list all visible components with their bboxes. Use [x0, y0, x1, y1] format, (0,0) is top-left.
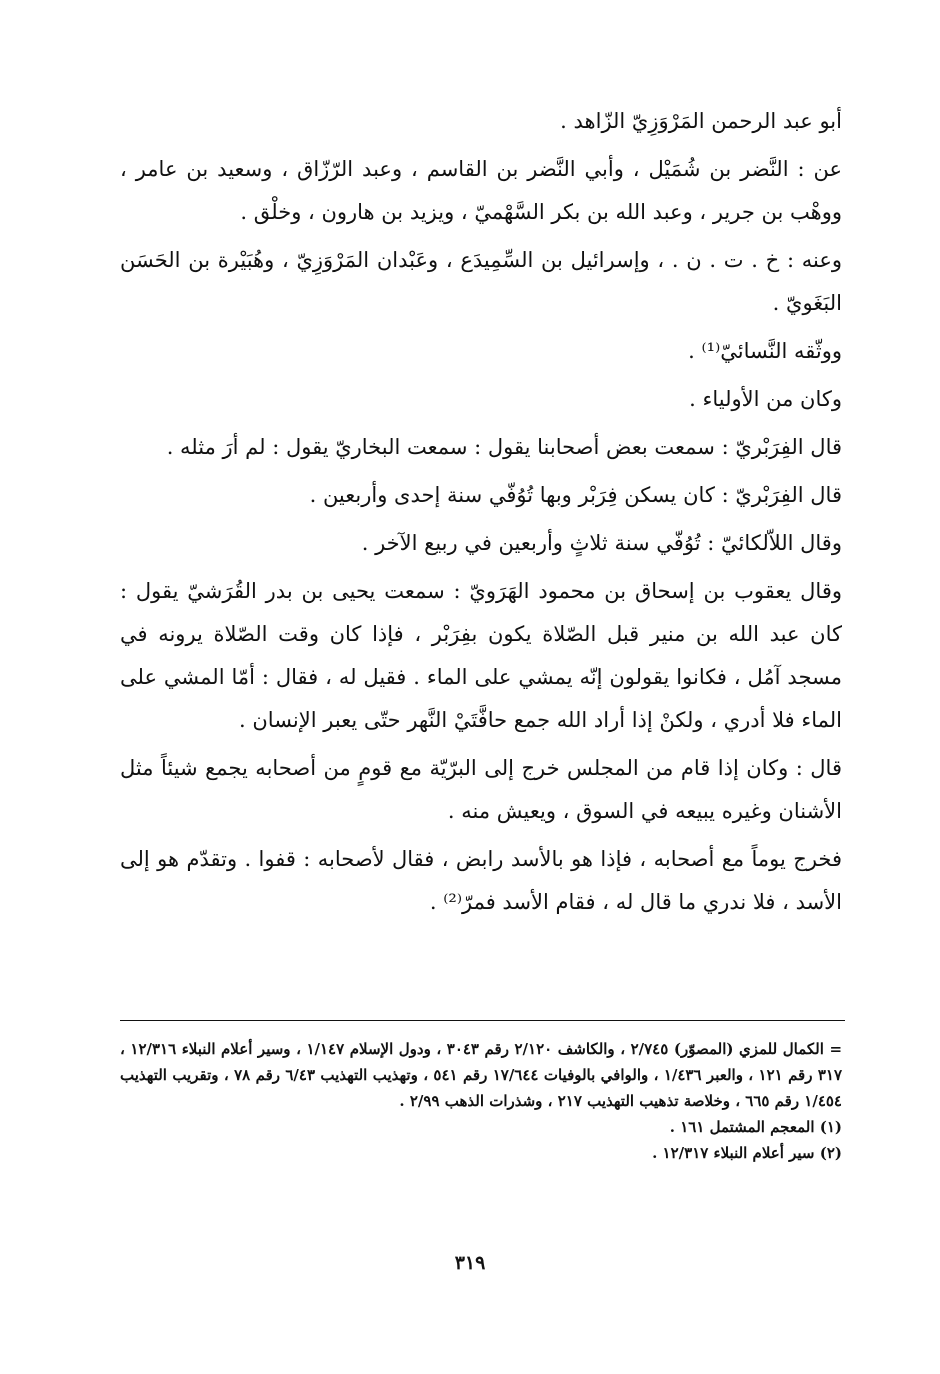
paragraph: وقال اللاّلكائيّ : تُوُفّي سنة ثلاثٍ وأربعين في ربيع الآخر .	[361, 531, 842, 555]
paragraph: وكان من الأولياء .	[689, 387, 842, 411]
page-number: ٣١٩	[454, 1252, 486, 1274]
main-text	[120, 100, 842, 929]
paragraph: قال الفِرَبْريّ : كان يسكن فِرَبْر وبها تُوُفّي سنة إحدى وأربعين .	[309, 483, 842, 507]
footnote: (٢) سير أعلام النبلاء ١٢/٣١٧ .	[652, 1144, 842, 1162]
footnotes	[120, 1036, 842, 1166]
footnote: (١) المعجم المشتمل ١٦١ .	[669, 1118, 842, 1136]
paragraph: قال : وكان إذا قام من المجلس خرج إلى البرّيّة مع قومٍ من أصحابه يجمع شيئاً مثل الأشنان وغيره يبيعه في السوق ، ويعيش منه .	[120, 756, 842, 823]
paragraph: عن : النَّضر بن شُمَيْل ، وأبي النَّضر بن القاسم ، وعبد الرّزّاق ، وسعيد بن عامر ، ووهْب بن جرير ، وعبد الله بن بكر السَّهْميّ ، ويزيد بن هارون ، وخلْق .	[120, 157, 842, 224]
paragraph: فخرج يوماً مع أصحابه ، فإذا هو بالأسد رابض ، فقال لأصحابه : قفوا . وتقدّم هو إلى الأسد ، فلا ندري ما قال له ، فقام الأسد فمرّ⁽²⁾ .	[120, 847, 842, 914]
footnote: = الكمال للمزي (المصوّر) ٢/٧٤٥ ، والكاشف ٢/١٢٠ رقم ٣٠٤٣ ، ودول الإسلام ١/١٤٧ ، وسير أعلام النبلاء ١٢/٣١٦ ، ٣١٧ رقم ١٢١ ، والعبر ١/٤٣٦ ، والوافي بالوفيات ١٧/٦٤٤ رقم ٥٤١ ، وتهذيب التهذيب ٦/٤٣ رقم ٧٨ ، وتقريب التهذيب ١/٤٥٤ رقم ٦٦٥ ، وخلاصة تذهيب التهذيب ٢١٧ ، وشذرات الذهب ٢/٩٩ .	[120, 1040, 843, 1110]
paragraph: ووثّقه النَّسائيّ⁽¹⁾ .	[688, 339, 842, 363]
footnote-separator	[120, 1020, 845, 1021]
paragraph: أبو عبد الرحمن المَرْوَزِيّ الزّاهد .	[560, 109, 842, 133]
paragraph: وعنه : خ . ت . ن . ، وإسرائيل بن السِّمِيدَع ، وعَبْدان المَرْوَزِيّ ، وهُبَيْرة بن الحَسَن البَغَويّ .	[120, 248, 842, 315]
paragraph: قال الفِرَبْريّ : سمعت بعض أصحابنا يقول : سمعت البخاريّ يقول : لم أرَ مثله .	[166, 435, 842, 459]
paragraph: وقال يعقوب بن إسحاق بن محمود الهَرَويّ : سمعت يحيى بن بدر القُرَشيّ يقول : كان عبد الله بن منير قبل الصّلاة يكون بفِرَبْر ، فإذا كان وقت الصّلاة يرونه في مسجد آمُل ، فكانوا يقولون إنّه يمشي على الماء . فقيل له ، فقال : أمّا المشي على الماء فلا أدري ، ولكنْ إذا أراد الله جمع حافَّتَيْ النَّهر حتّى يعبر الإنسان .	[120, 579, 842, 732]
